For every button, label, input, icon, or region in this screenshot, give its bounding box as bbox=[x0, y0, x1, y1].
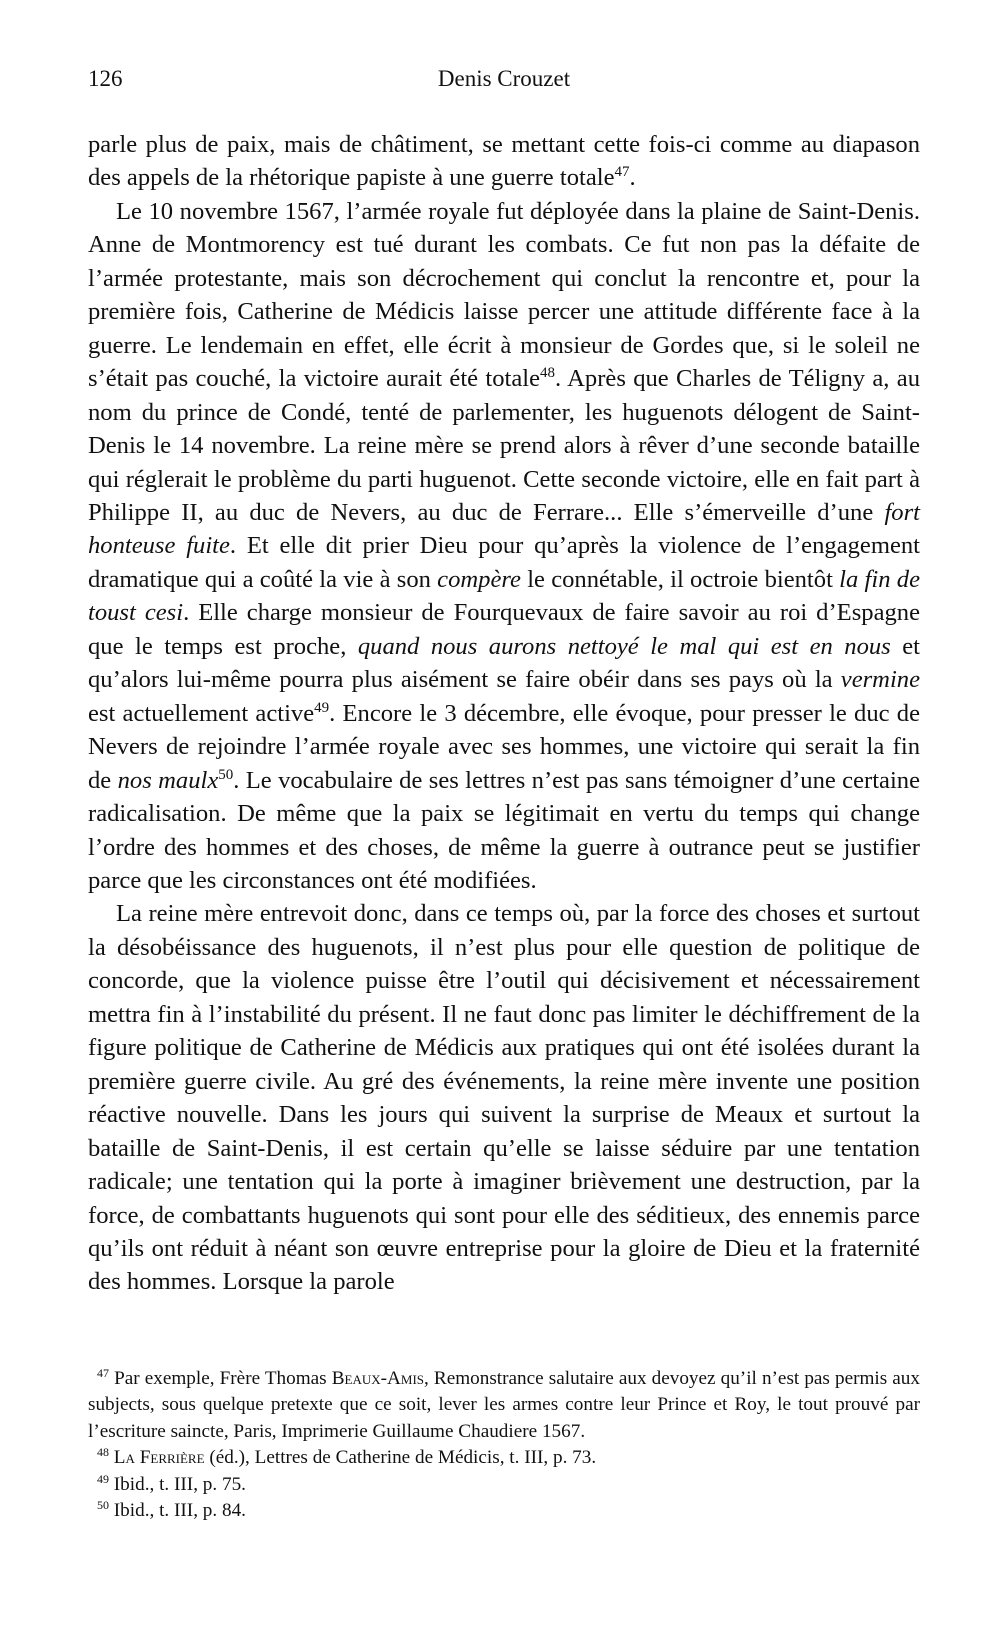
text-run: Par exemple, Frère Thomas bbox=[109, 1368, 332, 1389]
text-run: . Et elle dit prier Dieu pour qu’après la violence de l’engagement dramatique qui a coûté la vie à son bbox=[88, 532, 920, 593]
page-number: 126 bbox=[88, 66, 123, 91]
text-run: Ibid., t. III, p. 75. bbox=[109, 1473, 246, 1495]
note-reference: 50 bbox=[97, 1498, 109, 1513]
footnote bbox=[88, 1472, 920, 1498]
paragraph bbox=[88, 128, 920, 195]
footnote bbox=[88, 1498, 920, 1524]
page-header bbox=[88, 66, 920, 100]
text-run: . Elle charge monsieur de Fourquevaux de faire savoir au roi d’Espagne que le temps est proche, bbox=[88, 599, 920, 660]
text-run: parle plus de paix, mais de châtiment, se mettant cette fois-ci comme au diapason des appels de la rhétorique papiste à une guerre totale bbox=[88, 131, 920, 192]
note-reference: 47 bbox=[97, 1366, 109, 1380]
italic-quote: fort honteuse fuite bbox=[88, 498, 920, 560]
text-run: . Le vocabulaire de ses lettres n’est pas sans témoigner d’une certaine radicalisation. De même que la paix se légitimait en vertu du temps qui change l’ordre des hommes et des choses, de même la guerre à outrance peut se justifier parce que les circonstances ont été modifiées. bbox=[88, 766, 920, 894]
italic-quote: compère bbox=[437, 565, 521, 593]
text-run: . Encore le 3 décembre, elle évoque, pour presser le duc de Nevers de rejoindre l’armée royale avec ses hommes, une victoire qui serait la fin de bbox=[88, 699, 921, 794]
note-reference: 49 bbox=[97, 1471, 109, 1486]
text-run: La reine mère entrevoit donc, dans ce temps où, par la force des choses et surtout la désobéissance des huguenots, il n’est plus pour elle question de politique de concorde, que la violence puisse être l’outil qui décisivement et nécessairement mettra fin à l’instabilité du présent. Il ne faut donc pas limiter le déchiffrement de la figure politique de Catherine de Médicis aux pratiques qui ont été isolées durant la première guerre civile. Au gré des événements, la reine mère invente une position réactive nouvelle. Dans les jours qui suivent la surprise de Meaux et surtout la bataille de Saint-Denis, il est certain qu’elle se laisse séduire par une tentation radicale; une tentation qui la porte à imaginer brièvement une destruction, par la force, de combattants huguenots qui sont pour elle des séditieux, des ennemis parce qu’ils ont réduit à néant son œuvre entreprise pour la gloire de Dieu et la fraternité des hommes. Lorsque la parole bbox=[88, 900, 920, 1296]
italic-quote: vermine bbox=[840, 666, 920, 694]
note-reference: 50 bbox=[218, 766, 234, 783]
footnotes bbox=[88, 1366, 920, 1524]
text-run: est actuellement active bbox=[88, 699, 315, 727]
paragraph bbox=[88, 897, 920, 1298]
text-run: , Remonstrance salutaire aux devoyez qu’il n’est pas permis aux subjects, sous quelque pretexte que ce soit, lever les armes contre leur Prince et Roy, le tout prouvé par l’escriture saincte, Paris, Imprimerie Guillaume Chaudiere 1567. bbox=[88, 1368, 920, 1442]
text-run: (éd.), Lettres de Catherine de Médicis, t. III, p. 73. bbox=[204, 1447, 597, 1469]
paragraph bbox=[88, 195, 920, 898]
text-run: Le 10 novembre 1567, l’armée royale fut déployée dans la plaine de Saint-Denis. Anne de Montmorency est tué durant les combats. Ce fut non pas la défaite de l’armée protestante, mais son décrochement qui conclut la rencontre et, pour la première fois, Catherine de Médicis laisse percer une attitude différente face à la guerre. Le lendemain en effet, elle écrit à monsieur de Gordes que, si le soleil ne s’était pas couché, la victoire aurait été totale bbox=[88, 197, 920, 393]
note-reference: 48 bbox=[97, 1445, 109, 1460]
italic-quote: la fin de toust cesi bbox=[88, 565, 920, 627]
note-reference: 47 bbox=[614, 164, 630, 181]
text-run: et qu’alors lui-même pourra plus aisément se faire obéir dans ses pays où la bbox=[88, 632, 920, 694]
text-run: Ibid., t. III, p. 84. bbox=[109, 1500, 246, 1522]
note-reference: 48 bbox=[540, 365, 556, 382]
author-name: La Ferrière bbox=[113, 1447, 205, 1469]
text-run: . Après que Charles de Téligny a, au nom du prince de Condé, tenté de parlementer, les huguenots délogent de Saint-Denis le 14 novembre. La reine mère se prend alors à rêver d’une seconde bataille qui réglerait le problème du parti huguenot. Cette seconde victoire, elle en fait part à Philippe II, au duc de Nevers, au duc de Ferrare... Elle s’émerveille d’une bbox=[88, 365, 920, 526]
note-reference: 49 bbox=[314, 699, 330, 716]
body-text bbox=[88, 128, 920, 1299]
running-head: Denis Crouzet bbox=[437, 66, 571, 91]
footnote bbox=[88, 1445, 920, 1471]
author-name: Beaux-Amis bbox=[331, 1368, 425, 1389]
text-run: le connétable, il octroie bientôt bbox=[520, 565, 840, 593]
text-run: . bbox=[629, 164, 636, 192]
footnote bbox=[88, 1366, 920, 1445]
italic-quote: nos maulx bbox=[117, 766, 219, 794]
italic-quote: quand nous aurons nettoyé le mal qui est en nous bbox=[357, 632, 891, 660]
